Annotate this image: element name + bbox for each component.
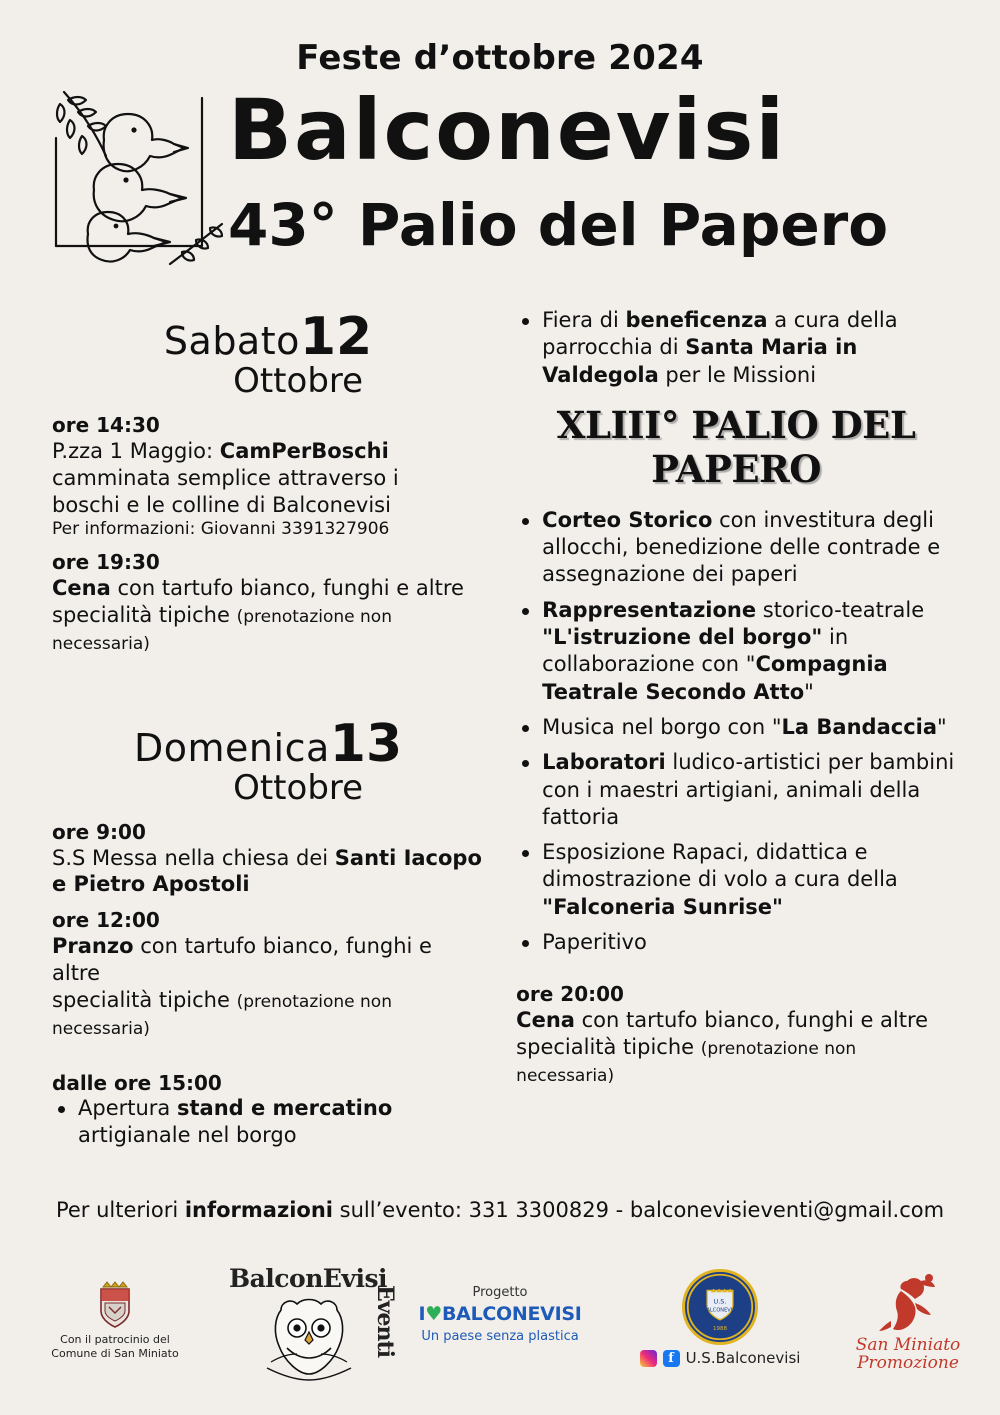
content-columns <box>0 285 1000 1157</box>
usb-label: U.S.Balconevisi <box>685 1349 801 1367</box>
day1-entry2-time: ore 19:30 <box>52 549 160 574</box>
instagram-icon[interactable] <box>640 1350 657 1367</box>
balconevisi-eventi-word: BalconEvisi <box>228 1264 388 1293</box>
list-item: Esposizione Rapaci, didattica e dimostrazione di volo a cura della "Falconeria Sunrise" <box>516 839 956 921</box>
list-item: Rappresentazione storico-teatrale "L'istruzione del borgo" in collaborazione con "Compagnia Teatrale Secondo Atto" <box>516 597 956 706</box>
comune-crest-icon <box>95 1277 135 1329</box>
right-intro-bullets <box>516 307 956 389</box>
progetto-main-prefix: I <box>418 1303 426 1326</box>
footer-logos <box>0 1255 1000 1415</box>
day1-entry1-time: ore 14:30 <box>52 413 160 437</box>
day1-month: Ottobre <box>233 361 364 401</box>
list-item: Apertura stand e mercatino artigianale nel borgo <box>52 1095 484 1150</box>
logo-progetto <box>400 1285 600 1345</box>
balconevisi-eventi-side-word: Eventi <box>372 1285 398 1358</box>
lion-icon <box>871 1273 945 1337</box>
list-item: Fiera di beneficenza a cura della parrocchia di Santa Maria in Valdegola per le Missioni <box>516 307 956 389</box>
day2-afternoon-time: dalle ore 15:00 <box>52 1070 222 1095</box>
usb-badge-icon <box>682 1269 758 1345</box>
day2-heading <box>52 714 484 810</box>
facebook-icon[interactable]: f <box>663 1350 680 1367</box>
progetto-main <box>400 1303 600 1327</box>
day2-entry1-text: S.S Messa nella chiesa dei Santi Iacopo e Pietro Apostoli <box>52 845 482 897</box>
day2-month: Ottobre <box>233 767 364 808</box>
svg-text:BALCONEVISI: BALCONEVISI <box>703 1307 737 1314</box>
evening-time: ore 20:00 <box>516 982 624 1007</box>
day1-entry2-text: Cena con tartufo bianco, funghi e altre specialità tipiche (prenotazione non necessaria) <box>52 575 464 654</box>
svg-text:1988: 1988 <box>712 1326 728 1333</box>
logo-sanminiato-promozione <box>828 1273 988 1373</box>
patrocinio-line2: Comune di San Miniato <box>51 1346 179 1360</box>
geese-logo <box>34 78 224 268</box>
sanminiato-line1: San Miniato <box>855 1335 961 1355</box>
left-column <box>52 285 484 1157</box>
day2-afternoon-bullets <box>52 1095 484 1150</box>
poster-header <box>0 0 1000 285</box>
logo-balconevisi-eventi <box>208 1263 408 1382</box>
contact-info-line <box>0 1198 1000 1222</box>
usb-social-row <box>620 1349 820 1368</box>
contact-bold: informazioni <box>184 1198 333 1222</box>
page-title: Balconevisi <box>228 81 787 179</box>
list-item: Corteo Storico con investitura degli allocchi, benedizione delle contrade e assegnazione dei paperi <box>516 507 956 589</box>
sanminiato-line2: Promozione <box>857 1352 959 1373</box>
logo-usbalconevisi <box>620 1269 820 1368</box>
list-item: Musica nel borgo con "La Bandaccia" <box>516 714 956 741</box>
day1-number: 12 <box>299 307 373 367</box>
list-item: Laboratori ludico-artistici per bambini con i maestri artigiani, animali della fattoria <box>516 749 956 831</box>
day1-entry1-text: P.zza 1 Maggio: CamPerBoschi camminata semplice attraverso i boschi e le colline di Balconevisi <box>52 439 399 517</box>
day2-entry1-time: ore 9:00 <box>52 819 146 844</box>
progetto-main-suffix: BALCONEVISI <box>442 1303 582 1326</box>
page-kicker: Feste d’ottobre 2024 <box>296 38 704 78</box>
page-subtitle: 43° Palio del Papero <box>228 191 889 259</box>
palio-program-bullets <box>516 507 956 956</box>
day2-entry2-text: Pranzo con tartufo bianco, funghi e altre specialità tipiche (prenotazione non necessaria) <box>52 934 432 1039</box>
heart-icon: ♥ <box>425 1303 442 1326</box>
contact-suffix: sull’evento: 331 3300829 - balconevisieventi@gmail.com <box>332 1198 945 1222</box>
day2-number: 13 <box>329 713 403 774</box>
svg-text:U.S.: U.S. <box>713 1297 727 1306</box>
right-column <box>516 285 956 1157</box>
list-item: Paperitivo <box>516 929 956 956</box>
progetto-sub: Un paese senza plastica <box>421 1329 579 1344</box>
evening-block <box>516 982 956 1088</box>
logo-patrocinio <box>30 1277 200 1361</box>
day1-entry1-note: Per informazioni: Giovanni 3391327906 <box>52 518 390 539</box>
day1-name: Sabato <box>163 319 300 363</box>
day2-entry2-time: ore 12:00 <box>52 908 160 933</box>
progetto-title: Progetto <box>472 1285 528 1300</box>
evening-text: Cena con tartufo bianco, funghi e altre specialità tipiche (prenotazione non necessaria) <box>516 1008 929 1087</box>
day2-name: Domenica <box>134 725 330 770</box>
contact-prefix: Per ulteriori <box>55 1198 185 1222</box>
palio-title: XLIII° PALIO DEL PAPERO <box>556 402 916 491</box>
owl-crest-icon <box>253 1296 363 1382</box>
patrocinio-line1: Con il patrocinio del <box>60 1333 170 1346</box>
day1-heading <box>52 307 484 403</box>
